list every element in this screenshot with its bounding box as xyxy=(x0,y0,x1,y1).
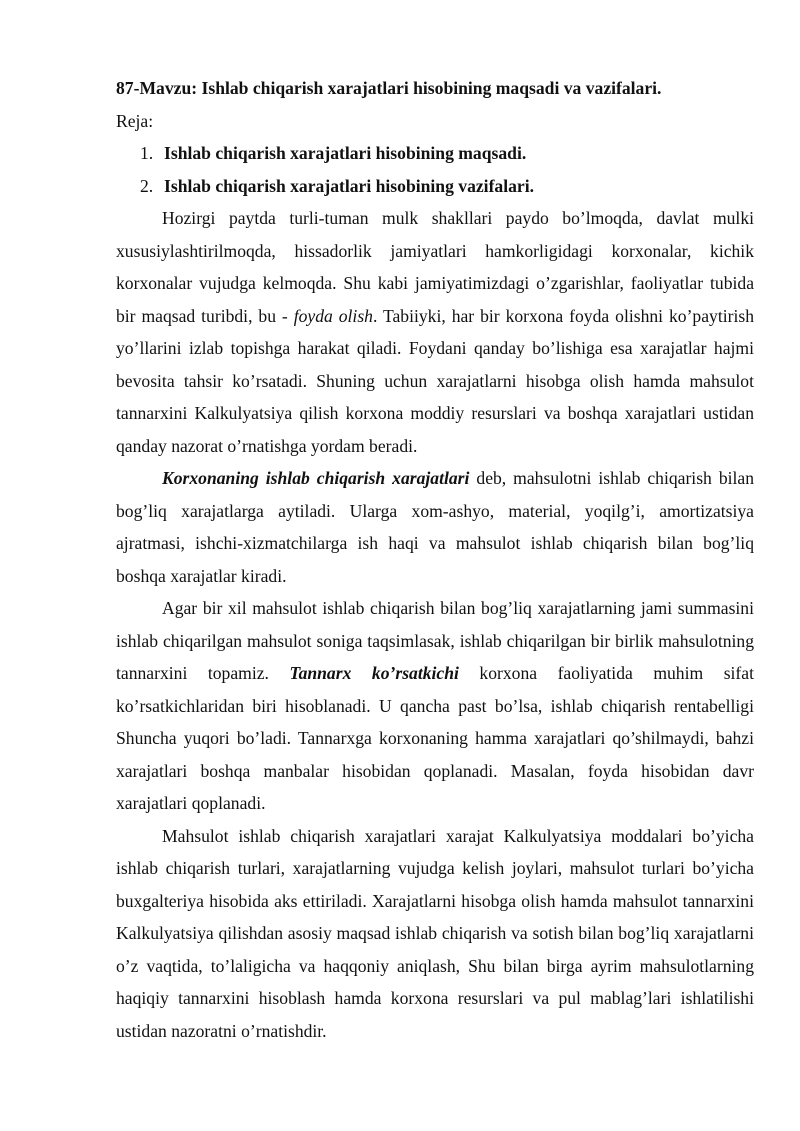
term-cost-indicator: Tannarx ko’rsatkichi xyxy=(289,663,459,683)
plan-item xyxy=(116,170,754,203)
document-page xyxy=(116,72,754,1047)
plan-item-number: 1. xyxy=(140,143,154,163)
term-production-costs: Korxonaning ishlab chiqarish xarajatlari xyxy=(162,468,470,488)
plan-item-text: Ishlab chiqarish xarajatlari hisobining maqsadi. xyxy=(164,143,527,163)
emphasis-profit: foyda olish xyxy=(293,305,373,326)
paragraph-text: korxona faoliyatida muhim sifat ko’rsatkichlaridan biri hisoblanadi. U qancha past bo’lsa, ishlab chiqarish rentabelligi Shuncha yuqori bo’ladi. Tannarxga korxonaning hamma xarajatlari qo’shilmaydi, bahzi xarajatlari boshqa manbalar hisobidan qoplanadi. Masalan, foyda hisobidan davr xarajatlari qoplanadi. xyxy=(116,663,754,813)
plan-list xyxy=(116,137,754,202)
document-title: 87-Mavzu: Ishlab chiqarish xarajatlari hisobining maqsadi va vazifalari. xyxy=(116,78,662,98)
paragraph-text: . Tabiiyki, har bir korxona foyda olishni ko’paytirish yo’llarini izlab topishga harakat qiladi. Foydani qanday bo’lishiga esa xarajatlar hajmi bevosita tahsir ko’rsatadi. Shuning uchun xarajatlarni hisobga olish hamda mahsulot tannarxini Kalkulyatsiya qilish korxona moddiy resurslari va boshqa xarajatlari ustidan qanday nazorat o’rnatishga yordam beradi. xyxy=(116,305,755,456)
paragraph-text: Agar bir xil mahsulot ishlab chiqarish bilan bog’liq xarajatlarning jami summasini ishlab chiqarilgan mahsulot soniga taqsimlasak, ishlab chiqarilgan bir birlik mahsulotning tannarxini topamiz. xyxy=(116,598,754,683)
paragraph-intro xyxy=(116,202,754,462)
paragraph-cost-price xyxy=(116,592,754,820)
paragraph-text: Hozirgi paytda turli-tuman mulk shakllari paydo bo’lmoqda, davlat mulki xususiylashtirilmoqda, hissadorlik jamiyatlari hamkorligidagi korxonalar, kichik korxonalar vujudga kelmoqda. Shu kabi jamiyatimizdagi o’zgarishlar, faoliyatlar tubida bir maqsad turibdi, bu - xyxy=(116,208,754,326)
paragraph-definition xyxy=(116,462,754,592)
plan-item-text: Ishlab chiqarish xarajatlari hisobining vazifalari. xyxy=(164,175,535,196)
plan-label: Reja: xyxy=(116,110,154,131)
paragraph-accounting: Mahsulot ishlab chiqarish xarajatlari xarajat Kalkulyatsiya moddalari bo’yicha ishlab chiqarish turlari, xarajatlarning vujudga kelish joylari, mahsulot turlari bo’yicha buxgalteriya hisobida aks ettiriladi. Xarajatlarni hisobga olish hamda mahsulot tannarxini Kalkulyatsiya qilishdan asosiy maqsad ishlab chiqarish va sotish bilan bog’liq xarajatlarni o’z vaqtida, to’laligicha va haqqoniy aniqlash, Shu bilan birga ayrim mahsulotlarning haqiqiy tannarxini hisoblash hamda korxona resurslari va pul mablag’lari ishlatilishi ustidan nazoratni o’rnatishdir. xyxy=(116,825,754,1041)
paragraph-text: deb, mahsulotni ishlab chiqarish bilan bog’liq xarajatlarga aytiladi. Ularga xom-ashyo, material, yoqilg’i, amortizatsiya ajratmasi, ishchi-xizmatchilarga ish haqi va mahsulot ishlab chiqarish bilan bog’liq boshqa xarajatlar kiradi. xyxy=(116,468,754,586)
plan-item-number: 2. xyxy=(140,175,154,196)
plan-item xyxy=(116,137,754,170)
